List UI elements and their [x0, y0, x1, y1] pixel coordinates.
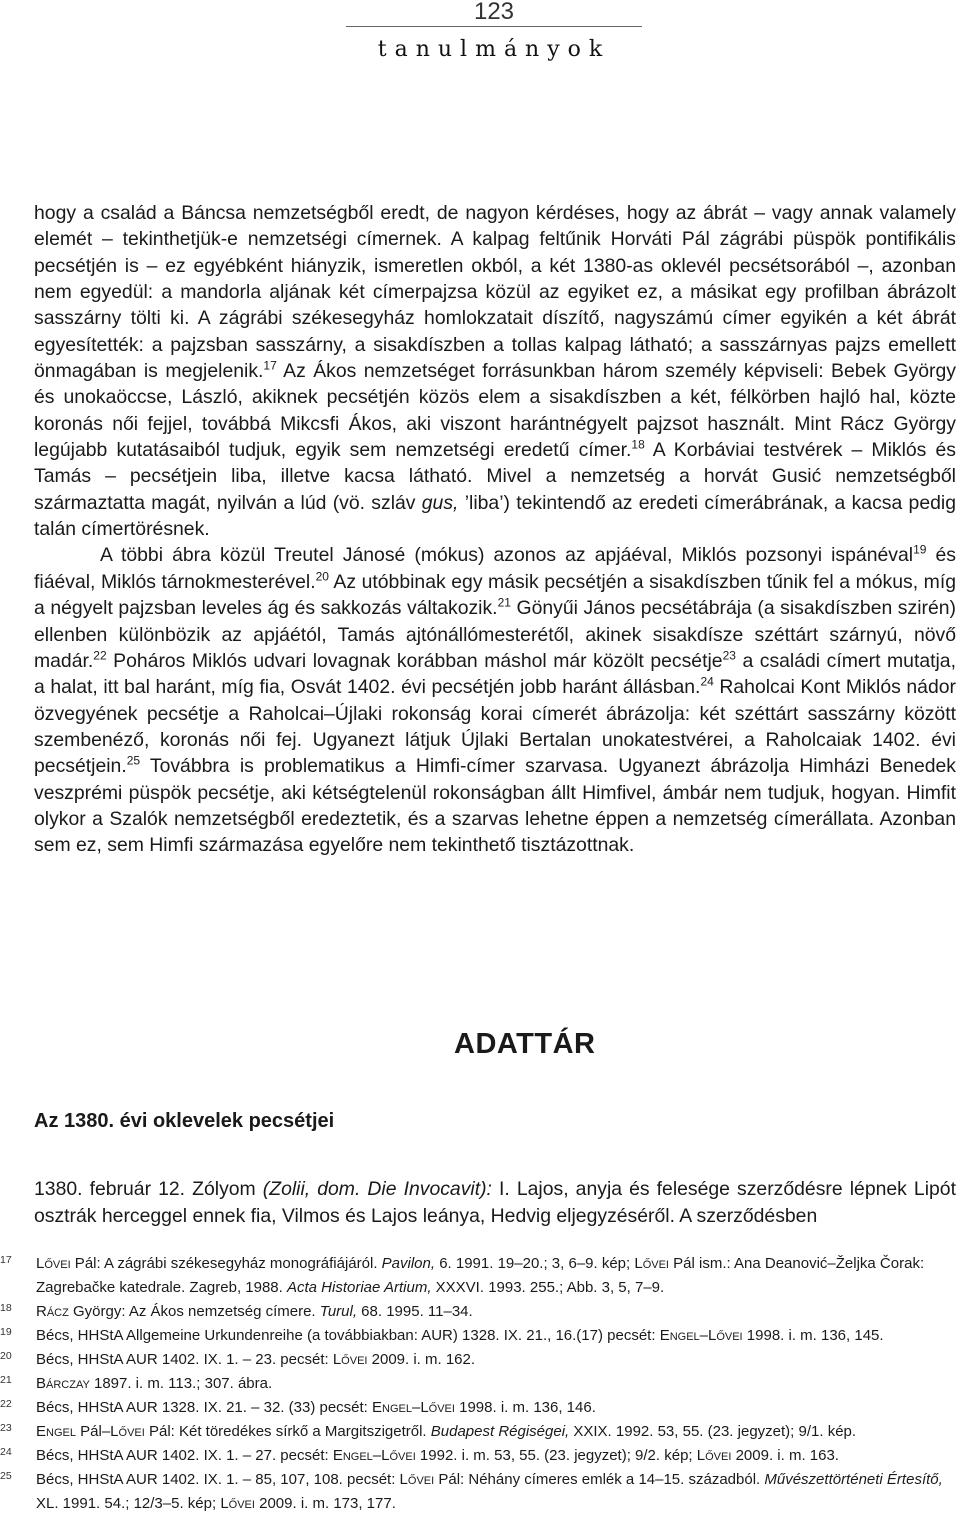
page-number: 123 [473, 0, 515, 25]
text-run: Továbbra is problematikus a Himfi-címer szarvasa. Ugyanezt ábrázolja Himházi Benedek veszprémi püspök pecsétje, aki kétségtelenül rokonságban állt Himfivel, ámbár nem tudjuk, hogyan. Himfit olykor a Szalók nemzetségből eredeztetik, és a szarvas lehetne éppen a nemzetség címerállata. Azonban sem ez, sem Himfi származása egyelőre nem tekinthető tisztázottnak. [34, 755, 956, 857]
footnote-number: 25 [0, 1470, 12, 1482]
text-run: Poháros Miklós udvari lovagnak korábban máshol már közölt pecsétje [106, 649, 723, 672]
footnote-text-run: XL. 1991. 54.; 12/3–5. kép; [36, 1495, 221, 1512]
footnote-author: Lővei [110, 1423, 145, 1440]
footnotes [0, 1252, 960, 1516]
footnote-text [36, 1444, 956, 1468]
footnote-author: Engel–Lővei [332, 1447, 416, 1464]
footnote-author: Engel [36, 1423, 76, 1440]
footnote-ref: 21 [497, 595, 511, 610]
footnote-author: Lővei [332, 1351, 368, 1368]
footnote-text-run: 6. 1991. 19–20.; 3, 6–9. kép; [435, 1255, 635, 1272]
footnote-author: Rácz [36, 1303, 69, 1320]
footnote-text-run: 68. 1995. 11–34. [357, 1303, 473, 1320]
footnote-text-run: Bécs, HHStA AUR 1402. IX. 1. – 85, 107, 108. pecsét: [36, 1471, 400, 1488]
footnote-text-run: 2009. i. m. 163. [731, 1447, 839, 1464]
footnote-text [36, 1324, 956, 1348]
footnote-text-run: XXXVI. 1993. 255.; Abb. 3, 5, 7–9. [431, 1279, 665, 1296]
footnote-text-run: Bécs, HHStA AUR 1328. IX. 21. – 32. (33) pecsét: [36, 1399, 373, 1416]
footnote-number: 22 [0, 1398, 12, 1410]
footnote-author: Bárczay [36, 1375, 90, 1392]
register-entry [34, 1176, 956, 1230]
text-run: ’liba’) tekintendő az eredeti címerábrának, a kacsa pedig talán címertörésnek. [34, 491, 956, 541]
footnote-number: 19 [0, 1326, 12, 1338]
text-run: A Korbáviai testvérek – Miklós és Tamás – pecsétjein liba, illetve kacsa látható. Mivel a nemzetség a horvát Gusić nemzetségből származtatta magát, nyilván a lúd (vö. szláv [34, 439, 956, 514]
footnote-text-run: Pál: Két töredékes sírkő a Margitszigetről. [144, 1423, 431, 1440]
footnote-text [36, 1372, 956, 1396]
footnote-text-run: Bécs, HHStA AUR 1402. IX. 1. – 23. pecsét: [36, 1351, 333, 1368]
footnote-number: 21 [0, 1374, 12, 1386]
footnote-text-run: 2009. i. m. 162. [367, 1351, 476, 1368]
footnote-text-run: Bécs, HHStA Allgemeine Urkundenreihe (a továbbiakban: AUR) 1328. IX. 21., 16.(17) pecsét: [36, 1327, 660, 1344]
entry-dating-latin: (Zolii, dom. Die Invocavit): [262, 1178, 492, 1200]
footnote [0, 1396, 960, 1420]
footnote-italic-title: Acta Historiae Artium, [287, 1279, 432, 1296]
subsection-heading: Az 1380. évi oklevelek pecsétjei [34, 1110, 335, 1132]
footnote-author: Lővei [399, 1471, 435, 1488]
footnote [0, 1300, 960, 1324]
footnote-ref: 25 [126, 753, 141, 768]
section-heading: ADATTÁR [454, 1028, 596, 1060]
footnote-italic-title: Turul, [319, 1303, 358, 1320]
footnote-author: Engel–Lővei [372, 1399, 455, 1416]
entry-summary: I. Lajos, anyja és felesége szerződésre lépnek Lipót osztrák herceggel ennek fia, Vilmos és Lajos leánya, Hedvig eljegyzéséről. A szerződésben [34, 1178, 956, 1227]
footnote-italic-title: Pavilon, [381, 1255, 436, 1272]
text-run: és fiáéval, Miklós tárnokmesterével. [34, 544, 957, 593]
footnote-text [36, 1252, 956, 1300]
footnote-ref: 23 [722, 648, 736, 663]
header-rule [346, 26, 642, 27]
footnote-number: 23 [0, 1422, 12, 1434]
footnote-ref: 24 [700, 674, 714, 689]
text-run: Az utóbbinak egy másik pecsétjén a sisakdíszben tűnik fel a mókus, míg a négyelt pajzsban leveles ág és sakkozás váltakozik. [34, 570, 956, 620]
footnote-ref: 18 [631, 437, 645, 452]
footnote-text [36, 1300, 956, 1324]
footnote-number: 24 [0, 1446, 12, 1458]
running-head [346, 0, 642, 62]
paragraph [34, 542, 956, 858]
footnote [0, 1468, 960, 1516]
text-run: Raholcai Kont Miklós nádor özvegyének pecsétje a Raholcai–Újlaki rokonság korai címerét ábrázolja: két széttárt sasszárny között szembenéző, koronás női fej. Ugyanezt látjuk Újlaki Bertalan unokatestvérei, a Raholcaiak 1402. évi pecsétjein. [34, 676, 956, 778]
footnote-text-run: Pál ism.: Ana Deanović–Željka Čorak: Zagrebačke katedrale. Zagreb, 1988. [36, 1255, 925, 1296]
footnote [0, 1444, 960, 1468]
footnote-text-run: Bécs, HHStA AUR 1402. IX. 1. – 27. pecsét: [36, 1447, 333, 1464]
footnote-text [36, 1396, 956, 1420]
footnote-italic-title: Budapest Régiségei, [430, 1423, 570, 1440]
footnote-author: Lővei [696, 1447, 732, 1464]
footnote [0, 1420, 960, 1444]
entry-date: 1380. február 12. Zólyom [34, 1178, 263, 1200]
footnote-text [36, 1420, 956, 1444]
footnote-text [36, 1468, 956, 1516]
footnote-ref: 22 [93, 648, 107, 663]
footnote-number: 18 [0, 1302, 12, 1314]
footnote-text-run: 1897. i. m. 113.; 307. ábra. [89, 1375, 273, 1392]
section-label: tanulmányok [377, 37, 611, 62]
text-run: Gönyűi János pecsétábrája (a sisakdíszben szirén) ellenben különbözik az apjáétól, Tamás ajtónállómesterétől, akinek sisakdísze széttárt szárnyú, növő madár. [34, 597, 956, 672]
footnote [0, 1348, 960, 1372]
text-run: a családi címert mutatja, a halat, itt bal haránt, míg fia, Osvát 1402. évi pecsétjén jobb haránt állásban. [34, 649, 956, 699]
footnote-number: 20 [0, 1350, 12, 1362]
footnote-text-run: Pál: A zágrábi székesegyház monográfiájáról. [70, 1255, 382, 1272]
footnote-italic-title: Művészettörténeti Értesítő, [764, 1471, 943, 1488]
footnote [0, 1252, 960, 1300]
footnote-text-run: XXIX. 1992. 53, 55. (23. jegyzet); 9/1. kép. [569, 1423, 857, 1440]
footnote-text-run: 1992. i. m. 53, 55. (23. jegyzet); 9/2. kép; [415, 1447, 697, 1464]
text-run: Az Ákos nemzetséget forrásunkban három személy képviseli: Bebek György és unokaöccse, László, akiknek pecsétjén közös elem a sisakdíszben a két, félkörben hajló hal, közte koronás női fejjel, továbbá Mikcsfi Ákos, aki viszont harántnégyelt pajzsot használt. Mint Rácz György legújabb kutatásaiból tudjuk, egyik sem nemzetségi eredetű címer. [34, 360, 956, 462]
footnote-text-run: György: Az Ákos nemzetség címere. [68, 1303, 320, 1320]
text-run: A többi ábra közül Treutel Jánosé (mókus) azonos az apjáéval, Miklós pozsonyi ispánéval [100, 544, 914, 567]
paragraph [34, 1176, 956, 1230]
footnote-author: Lővei [36, 1255, 71, 1272]
footnote-text-run: Pál– [75, 1423, 111, 1440]
text-run: hogy a család a Báncsa nemzetségből eredt, de nagyon kérdéses, hogy az ábrát – vagy annak valamely elemét – tekinthetjük-e nemzetségi címernek. A kalpag feltűnik Horváti Pál zágrábi püspök pontifikális pecsétjén is – ez egyébként hiányzik, ismeretlen okból, a két 1380-as oklevél pecsétsorából –, azonban nem egyedül: a mandorla aljának két címerpajzsa közül az egyiket ez, a másikat egy profilban ábrázolt sasszárny tölti ki. A zágrábi székesegyház homlokzatait díszítő, nagyszámú címer egyikén a két ábrát egyesítették: a pajzsban sasszárny, a sisakdíszben a tollas kalpag látható; a sasszárnyas pajzs emellett önmagában is megjelenik. [34, 202, 956, 383]
footnote-ref: 17 [263, 358, 277, 373]
footnote-ref: 20 [315, 569, 329, 584]
footnote-text-run: 1998. i. m. 136, 145. [742, 1327, 884, 1344]
footnote-author: Lővei [220, 1495, 255, 1512]
footnote-text-run: 1998. i. m. 136, 146. [454, 1399, 596, 1416]
footnote [0, 1372, 960, 1396]
footnote [0, 1324, 960, 1348]
footnote-number: 17 [0, 1254, 12, 1266]
footnote-author: Lővei [634, 1255, 669, 1272]
footnote-author: Engel–Lővei [659, 1327, 743, 1344]
body-text [34, 200, 956, 859]
paragraph [34, 200, 956, 542]
italic-term: gus, [421, 491, 459, 514]
footnote-ref: 19 [913, 543, 927, 557]
footnote-text-run: Pál: Néhány címeres emlék a 14–15. századból. [434, 1471, 765, 1488]
footnote-text-run: 2009. i. m. 173, 177. [254, 1495, 396, 1512]
footnote-text [36, 1348, 956, 1372]
